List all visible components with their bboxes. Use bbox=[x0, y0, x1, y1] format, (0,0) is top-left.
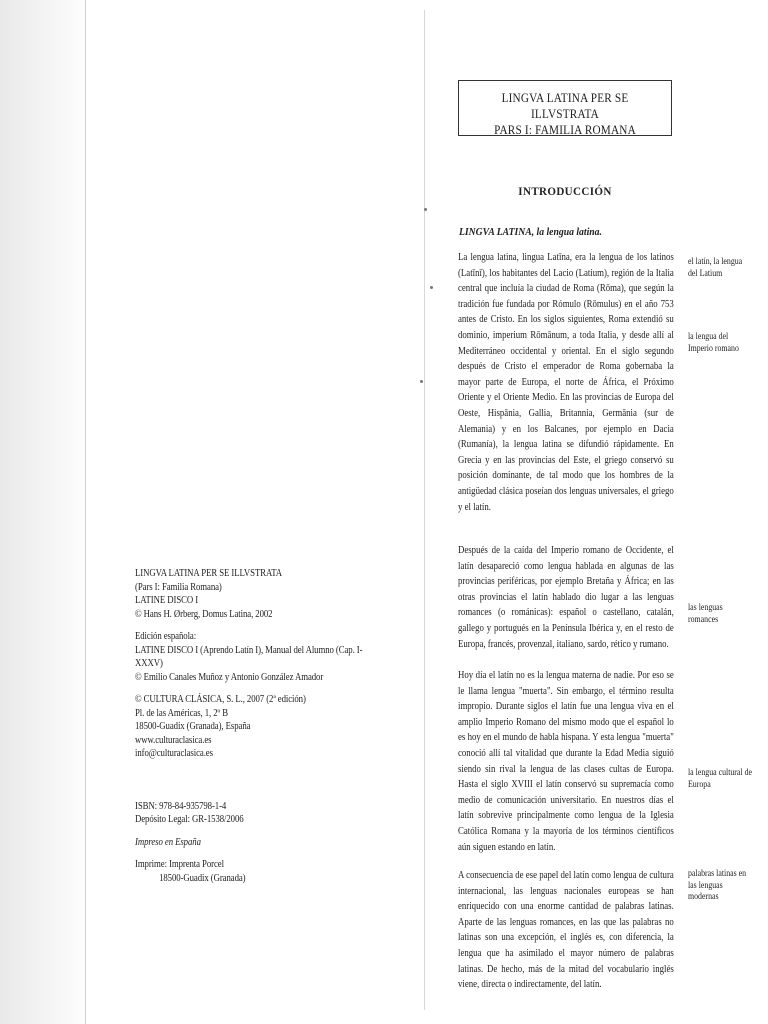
imprint-line: LINGVA LATINA PER SE ILLVSTRATA bbox=[135, 568, 283, 579]
margin-note: palabras latinas en las lenguas modernas bbox=[688, 868, 747, 902]
margin-note: las lenguas romances bbox=[688, 602, 723, 625]
imprint-line: © Emilio Canales Muñoz y Antonio González Amador bbox=[135, 671, 324, 683]
paragraph-2: Después de la caída del Imperio romano de Occidente, el latín desapareció como lengua hablada en algunas de las provincias periféricas, por ejemplo Bretaña y África; en las otras provincias el latín hablado dio lugar a las lenguas romances (o románicas): español o castellano, catalán, gallego y portugués en la Península Ibérica y, en el resto de Europa, francés, provenzal, italiano, sardo, rético y rumano. bbox=[458, 545, 674, 650]
paragraph-1: La lengua latina, lingua Latīna, era la lengua de los latinos (Latīnī), los habitantes del Lacio (Latium), región de la Italia central que incluía la ciudad de Roma (Rōma), que según la tradición fue fundada por Rómulo (Rōmulus) en el año 753 antes de Cristo. En los siglos siguientes, Roma extendió su dominio, imperium Rōmānum, a toda Italia, y desde allí al Mediterráneo occidental y oriental. En el siglo segundo después de Cristo el emperador de Roma gobernaba la mayor parte de Europa, el norte de África, el Próximo Oriente y el Oriente Medio. En las provincias de Europa del Oeste, Hispānia, Gallia, Britannia, Germānia (sur de Alemania) y en los Balcanes, por ejemplo en Dacia (Rumanía), la lengua latina se difundió rápidamente. En Grecia y en las provincias del Este, el griego conservó su posición dominante, de tal modo que los hombres de la antigüedad clásica poseían dos lenguas universales, el griego y el latín. bbox=[458, 252, 674, 513]
printed-in: Impreso en España bbox=[135, 836, 201, 848]
scan-speck bbox=[430, 286, 433, 289]
imprint-block bbox=[135, 567, 367, 885]
imprint-line: LATINE DISCO I bbox=[135, 595, 199, 606]
printer: Imprime: Imprenta Porcel bbox=[135, 859, 224, 870]
page-edge bbox=[85, 0, 86, 1024]
paragraph-4: A consecuencia de ese papel del latín como lengua de cultura internacional, las lenguas nacionales europeas se han enriquecido con una enorme cantidad de palabras latinas. Aparte de las lenguas romances, en las que las palabras no latinas son una excepción, el inglés es, con diferencia, la lengua que ha asimilado el mayor número de palabras latinas. De hecho, más de la mitad del vocabulario inglés viene, directa o indirectamente, del latín. bbox=[458, 870, 674, 991]
imprint-line: (Pars I: Familia Romana) bbox=[135, 581, 222, 593]
isbn: ISBN: 978-84-935798-1-4 bbox=[135, 800, 227, 812]
imprint-line: © CULTURA CLÁSICA, S. L., 2007 (2ª edición) bbox=[135, 694, 306, 705]
subheading: LINGVA LATINA, la lengua latina. bbox=[459, 226, 602, 238]
paragraph-3: Hoy día el latín no es la lengua materna de nadie. Por eso se le llama lengua "muerta". Sin embargo, el término resulta impropio. Durante siglos el latín fue una lengua viva en el amplio Imperio Romano del mismo modo que el español lo es hoy en el mundo de habla hispana. Y esta lengua "muerta" conoció allí tal vitalidad que durante la Edad Media siguió siendo sin rival la lengua de las clases cultas de Europa. Hasta el siglo XVIII el latín conservó su supremacía como medio de comunicación universitario. En nuestros días el latín sobrevive principalmente como lengua de la Iglesia Católica Romana y la mayoría de los términos científicos aún siguen estando en latín. bbox=[458, 670, 674, 853]
imprint-line: Pl. de las Américas, 1, 2º B bbox=[135, 707, 229, 719]
imprint-website[interactable]: www.culturaclasica.es bbox=[135, 734, 212, 746]
margin-note: el latín, la lengua del Latium bbox=[688, 256, 743, 279]
legal-deposit: Depósito Legal: GR-1538/2006 bbox=[135, 814, 244, 825]
margin-note: la lengua del Imperio romano bbox=[688, 331, 739, 354]
margin-note: la lengua cultural de Europa bbox=[688, 767, 753, 790]
section-title: INTRODUCCIÓN bbox=[518, 184, 612, 198]
imprint-line: 18500-Guadix (Granada), España bbox=[135, 721, 251, 732]
scan-speck bbox=[424, 208, 427, 211]
scan-speck bbox=[420, 380, 423, 383]
imprint-email[interactable]: info@culturaclasica.es bbox=[135, 748, 213, 759]
book-title-box bbox=[458, 80, 672, 136]
page-shadow-strip bbox=[0, 0, 86, 1024]
center-fold bbox=[424, 10, 425, 1010]
printer-city: 18500-Guadix (Granada) bbox=[159, 872, 246, 884]
imprint-line: © Hans H. Ørberg, Domus Latina, 2002 bbox=[135, 608, 273, 620]
imprint-line: LATINE DISCO I (Aprendo Latín I), Manual del Alumno (Cap. I-XXXV) bbox=[135, 644, 363, 669]
book-subtitle: PARS I: FAMILIA ROMANA bbox=[494, 123, 636, 137]
book-title: LINGVA LATINA PER SE ILLVSTRATA bbox=[501, 91, 629, 121]
imprint-line: Edición española: bbox=[135, 631, 197, 642]
